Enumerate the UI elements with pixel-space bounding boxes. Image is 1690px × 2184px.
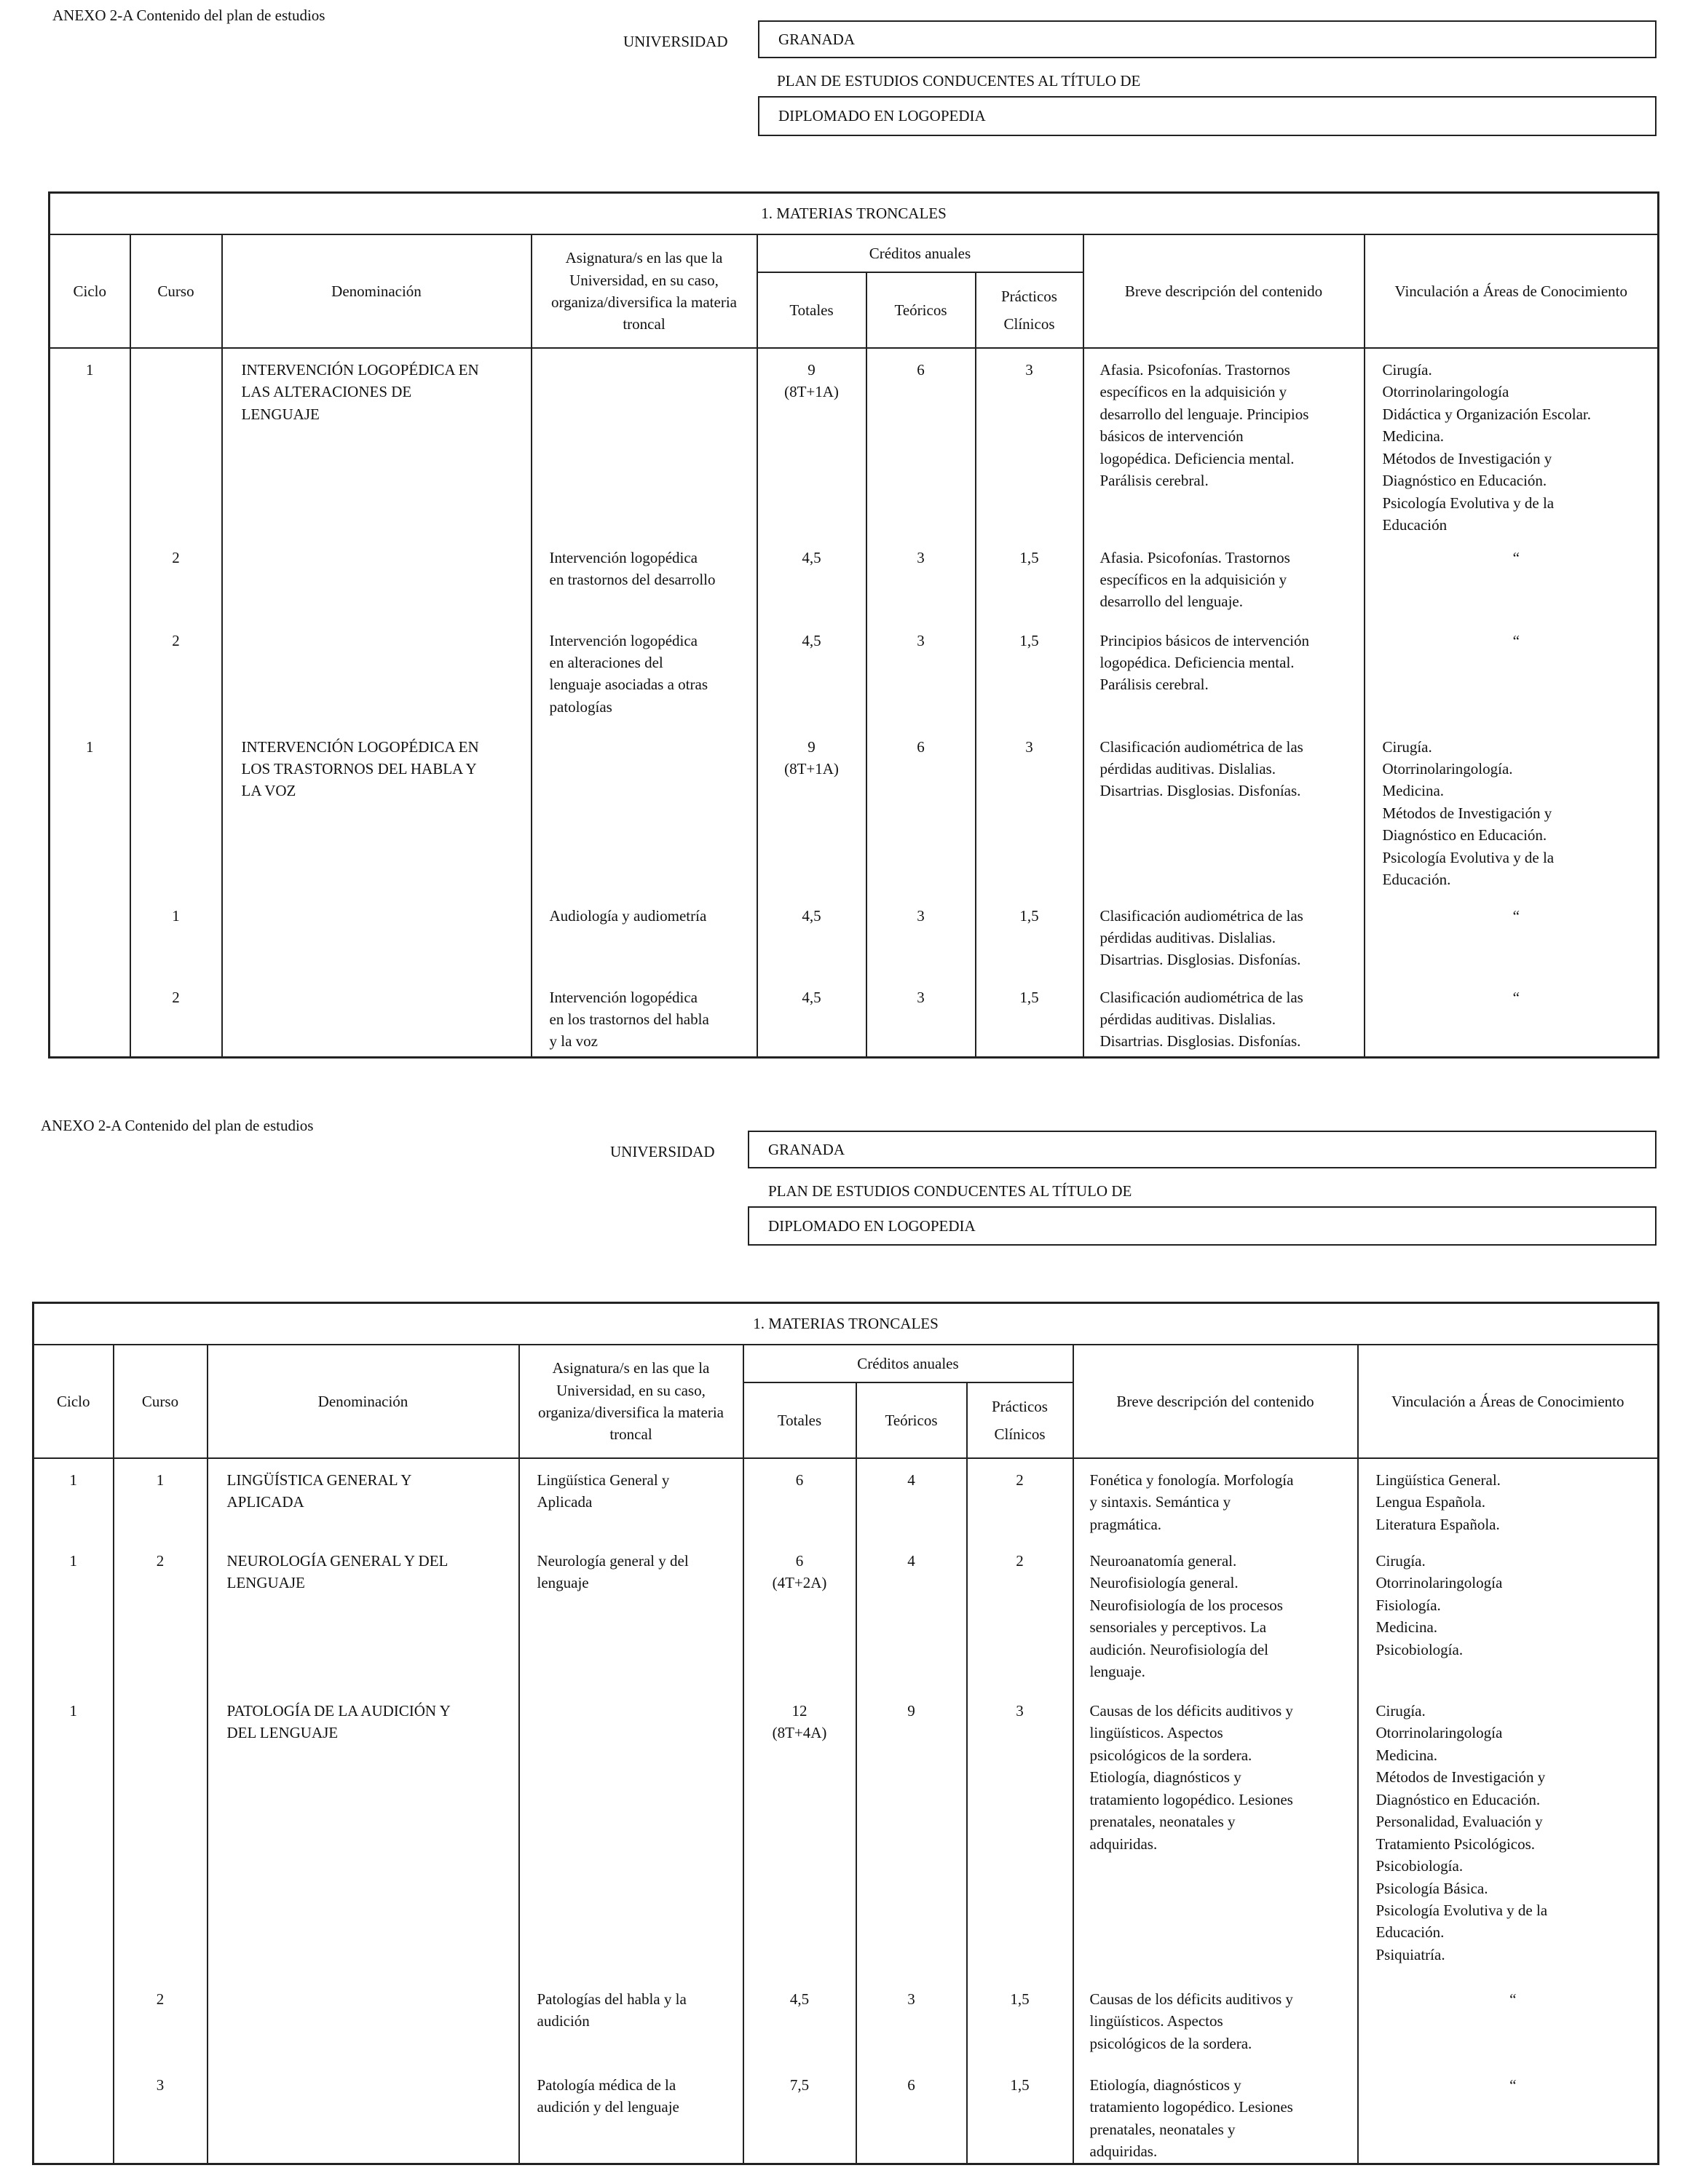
cell-denominacion bbox=[222, 726, 532, 895]
cell-descripcion-line: tratamiento logopédico. Lesiones bbox=[1089, 1790, 1293, 1808]
cell-vinculacion bbox=[1365, 976, 1659, 1058]
header-clinicos: Clínicos bbox=[967, 1420, 1073, 1458]
cell-descripcion-line: tratamiento logopédico. Lesiones bbox=[1089, 2098, 1293, 2116]
cell-totales bbox=[743, 1978, 856, 2064]
cell-asignatura bbox=[532, 895, 757, 976]
cell-totales-line: (8T+1A) bbox=[784, 383, 839, 401]
cell-denominacion-line: LOS TRASTORNOS DEL HABLA Y bbox=[241, 759, 477, 778]
cell-totales bbox=[743, 2064, 856, 2164]
cell-vinculacion-line: Educación. bbox=[1382, 871, 1451, 889]
cell-descripcion bbox=[1083, 537, 1365, 620]
cell-vinculacion-line: Literatura Española. bbox=[1375, 1515, 1500, 1533]
table-row bbox=[33, 1458, 1659, 1540]
cell-vinculacion-line: Psicobiología. bbox=[1375, 1640, 1464, 1658]
cell-denominacion bbox=[208, 1978, 519, 2064]
header-vinculacion: Vinculación a Áreas de Conocimiento bbox=[1365, 234, 1659, 348]
cell-vinculacion bbox=[1358, 1690, 1659, 1978]
cell-asignatura bbox=[532, 620, 757, 726]
cell-curso: 3 bbox=[114, 2064, 208, 2164]
cell-asignatura-line: Lingüística General y bbox=[537, 1471, 670, 1489]
cell-vinculacion-line: Lingüística General. bbox=[1375, 1471, 1501, 1489]
cell-totales bbox=[757, 976, 866, 1058]
cell-ciclo: 1 bbox=[33, 1540, 114, 1690]
cell-descripcion-line: básicos de intervención bbox=[1099, 427, 1244, 446]
cell-descripcion-line: psicológicos de la sordera. bbox=[1089, 1746, 1252, 1764]
cell-vinculacion-line: Métodos de Investigación y bbox=[1375, 1768, 1546, 1787]
cell-descripcion-line: audición. Neurofisiología del bbox=[1089, 1640, 1269, 1658]
cell-vinculacion-line: “ bbox=[1509, 2076, 1517, 2094]
cell-teoricos: 4 bbox=[856, 1540, 967, 1690]
table-row bbox=[50, 348, 1659, 537]
cell-vinculacion-line: Educación. bbox=[1375, 1923, 1445, 1942]
cell-denominacion-line: APLICADA bbox=[226, 1493, 304, 1511]
cell-teoricos: 9 bbox=[856, 1690, 967, 1978]
cell-asignatura-line: Intervención logopédica bbox=[549, 631, 698, 649]
cell-ciclo: 1 bbox=[33, 1458, 114, 1540]
table-row bbox=[33, 2064, 1659, 2164]
cell-vinculacion-line: “ bbox=[1512, 548, 1520, 566]
cell-descripcion-line: Disartrias. Disglosias. Disfonías. bbox=[1099, 782, 1301, 800]
table-row bbox=[50, 620, 1659, 726]
cell-descripcion-line: prenatales, neonatales y bbox=[1089, 2120, 1236, 2138]
header-denominacion: Denominación bbox=[222, 234, 532, 348]
table-row bbox=[50, 726, 1659, 895]
cell-descripcion-line: Clasificación audiométrica de las bbox=[1099, 737, 1303, 756]
cell-curso: 2 bbox=[114, 1540, 208, 1690]
cell-denominacion bbox=[222, 976, 532, 1058]
cell-descripcion-line: Etiología, diagnósticos y bbox=[1089, 1768, 1241, 1787]
table-body bbox=[33, 1458, 1659, 2164]
cell-ciclo bbox=[50, 895, 130, 976]
cell-asignatura bbox=[519, 1458, 743, 1540]
cell-practicos: 2 bbox=[967, 1540, 1073, 1690]
cell-practicos: 3 bbox=[976, 726, 1083, 895]
cell-descripcion bbox=[1073, 1978, 1358, 2064]
cell-vinculacion bbox=[1365, 537, 1659, 620]
cell-practicos: 3 bbox=[976, 348, 1083, 537]
cell-vinculacion bbox=[1365, 726, 1659, 895]
cell-descripcion-line: específicos en la adquisición y bbox=[1099, 570, 1287, 588]
cell-descripcion-line: pérdidas auditivas. Dislalias. bbox=[1099, 1010, 1276, 1028]
cell-asignatura-line: Aplicada bbox=[537, 1493, 593, 1511]
annex-heading: ANEXO 2-A Contenido del plan de estudios bbox=[52, 7, 325, 24]
cell-vinculacion-line: Personalidad, Evaluación y bbox=[1375, 1813, 1543, 1831]
cell-descripcion-line: sensoriales y perceptivos. La bbox=[1089, 1618, 1267, 1637]
cell-asignatura-line: Patología médica de la bbox=[537, 2076, 676, 2094]
cell-asignatura bbox=[519, 1690, 743, 1978]
cell-descripcion-line: pérdidas auditivas. Dislalias. bbox=[1099, 928, 1276, 946]
cell-vinculacion-line: Psicología Evolutiva y de la bbox=[1382, 848, 1555, 866]
cell-asignatura-line: Intervención logopédica bbox=[549, 988, 698, 1006]
cell-denominacion-line: INTERVENCIÓN LOGOPÉDICA EN bbox=[241, 737, 479, 756]
cell-descripcion bbox=[1083, 726, 1365, 895]
cell-asignatura-line: en los trastornos del habla bbox=[549, 1010, 709, 1028]
cell-asignatura bbox=[532, 976, 757, 1058]
cell-asignatura-line: audición bbox=[537, 2012, 590, 2030]
degree-name: DIPLOMADO EN LOGOPEDIA bbox=[768, 1216, 976, 1235]
cell-descripcion-line: Etiología, diagnósticos y bbox=[1089, 2076, 1241, 2094]
cell-vinculacion bbox=[1358, 2064, 1659, 2164]
cell-totales bbox=[743, 1540, 856, 1690]
cell-vinculacion-line: Métodos de Investigación y bbox=[1382, 449, 1552, 467]
cell-teoricos: 3 bbox=[856, 1978, 967, 2064]
cell-vinculacion-line: Otorrinolaringología. bbox=[1382, 759, 1513, 778]
cell-asignatura bbox=[519, 1978, 743, 2064]
table-row bbox=[33, 1690, 1659, 1978]
cell-curso bbox=[114, 1690, 208, 1978]
cell-totales-line: (8T+4A) bbox=[772, 1724, 827, 1742]
cell-denominacion bbox=[222, 348, 532, 537]
table-title: 1. MATERIAS TRONCALES bbox=[50, 193, 1659, 235]
cell-teoricos: 4 bbox=[856, 1458, 967, 1540]
cell-curso: 2 bbox=[130, 620, 222, 726]
university-name: GRANADA bbox=[768, 1140, 845, 1158]
cell-totales bbox=[743, 1690, 856, 1978]
cell-totales-line: 6 bbox=[795, 1552, 804, 1570]
table-row bbox=[50, 976, 1659, 1058]
materias-table-2 bbox=[32, 1302, 1659, 2165]
header-descripcion: Breve descripción del contenido bbox=[1083, 234, 1365, 348]
cell-vinculacion-line: Psiquiatría. bbox=[1375, 1945, 1445, 1963]
cell-vinculacion-line: Psicología Evolutiva y de la bbox=[1382, 494, 1555, 512]
cell-curso: 2 bbox=[130, 976, 222, 1058]
cell-practicos: 1,5 bbox=[976, 537, 1083, 620]
cell-asignatura-line: lenguaje bbox=[537, 1574, 589, 1592]
university-label: UNIVERSIDAD bbox=[623, 33, 728, 50]
header-totales: Totales bbox=[757, 272, 866, 348]
cell-practicos: 1,5 bbox=[967, 1978, 1073, 2064]
cell-denominacion-line: LA VOZ bbox=[241, 782, 296, 800]
cell-descripcion-line: Neuroanatomía general. bbox=[1089, 1552, 1237, 1570]
cell-vinculacion-line: Psicobiología. bbox=[1375, 1857, 1464, 1875]
cell-vinculacion-line: Cirugía. bbox=[1382, 737, 1432, 756]
cell-curso: 2 bbox=[114, 1978, 208, 2064]
cell-practicos: 1,5 bbox=[976, 976, 1083, 1058]
cell-ciclo: 1 bbox=[50, 348, 130, 537]
cell-teoricos: 3 bbox=[866, 976, 976, 1058]
cell-asignatura-line: Patologías del habla y la bbox=[537, 1990, 687, 2008]
cell-descripcion-line: prenatales, neonatales y bbox=[1089, 1813, 1236, 1831]
cell-denominacion-line: NEUROLOGÍA GENERAL Y DEL bbox=[226, 1552, 449, 1570]
header-clinicos: Clínicos bbox=[976, 310, 1083, 348]
cell-asignatura-line: lenguaje asociadas a otras bbox=[549, 676, 708, 694]
cell-descripcion bbox=[1073, 1690, 1358, 1978]
cell-teoricos: 3 bbox=[866, 537, 976, 620]
header-ciclo: Ciclo bbox=[33, 1345, 114, 1458]
cell-descripcion-line: Fonética y fonología. Morfología bbox=[1089, 1471, 1294, 1489]
cell-practicos: 2 bbox=[967, 1458, 1073, 1540]
cell-denominacion-line: DEL LENGUAJE bbox=[226, 1724, 339, 1742]
cell-descripcion-line: Clasificación audiométrica de las bbox=[1099, 906, 1303, 925]
cell-descripcion bbox=[1083, 976, 1365, 1058]
cell-descripcion-line: Parálisis cerebral. bbox=[1099, 472, 1209, 490]
cell-totales-line: 4,5 bbox=[802, 548, 821, 566]
cell-vinculacion-line: Otorrinolaringología bbox=[1375, 1574, 1503, 1592]
header-practicos: Prácticos bbox=[967, 1382, 1073, 1420]
cell-descripcion-line: Parálisis cerebral. bbox=[1099, 676, 1209, 694]
cell-descripcion bbox=[1073, 1458, 1358, 1540]
cell-totales-line: 4,5 bbox=[802, 631, 821, 649]
cell-totales bbox=[743, 1458, 856, 1540]
table-row bbox=[33, 1540, 1659, 1690]
header-ciclo: Ciclo bbox=[50, 234, 130, 348]
cell-denominacion bbox=[222, 620, 532, 726]
cell-ciclo bbox=[50, 976, 130, 1058]
cell-denominacion bbox=[208, 1690, 519, 1978]
cell-asignatura bbox=[519, 2064, 743, 2164]
cell-vinculacion-line: Diagnóstico en Educación. bbox=[1382, 826, 1547, 844]
cell-vinculacion-line: Diagnóstico en Educación. bbox=[1382, 472, 1547, 490]
cell-vinculacion-line: Cirugía. bbox=[1382, 361, 1432, 379]
cell-denominacion-line: LAS ALTERACIONES DE bbox=[241, 383, 412, 401]
cell-vinculacion bbox=[1365, 348, 1659, 537]
cell-descripcion bbox=[1083, 620, 1365, 726]
cell-vinculacion-line: “ bbox=[1512, 988, 1520, 1006]
cell-totales bbox=[757, 620, 866, 726]
cell-totales-line: 4,5 bbox=[802, 906, 821, 925]
degree-box bbox=[758, 96, 1657, 136]
cell-curso bbox=[130, 348, 222, 537]
cell-asignatura-line: en alteraciones del bbox=[549, 653, 663, 671]
table-body bbox=[50, 348, 1659, 1058]
cell-descripcion bbox=[1083, 895, 1365, 976]
cell-descripcion bbox=[1073, 2064, 1358, 2164]
cell-descripcion-line: logopédica. Deficiencia mental. bbox=[1099, 449, 1295, 467]
cell-vinculacion-line: Psicología Básica. bbox=[1375, 1879, 1488, 1897]
cell-descripcion-line: Causas de los déficits auditivos y bbox=[1089, 1990, 1293, 2008]
header-totales: Totales bbox=[743, 1382, 856, 1458]
cell-descripcion-line: Principios básicos de intervención bbox=[1099, 631, 1310, 649]
cell-vinculacion-line: Medicina. bbox=[1375, 1618, 1438, 1637]
cell-totales-line: 4,5 bbox=[802, 988, 821, 1006]
cell-denominacion-line: PATOLOGÍA DE LA AUDICIÓN Y bbox=[226, 1702, 451, 1720]
cell-totales bbox=[757, 726, 866, 895]
cell-descripcion-line: pérdidas auditivas. Dislalias. bbox=[1099, 759, 1276, 778]
cell-vinculacion-line: Otorrinolaringología bbox=[1375, 1724, 1503, 1742]
cell-teoricos: 6 bbox=[856, 2064, 967, 2164]
cell-vinculacion bbox=[1365, 620, 1659, 726]
cell-totales-line: 6 bbox=[795, 1471, 804, 1489]
cell-curso: 2 bbox=[130, 537, 222, 620]
cell-descripcion-line: Neurofisiología de los procesos bbox=[1089, 1596, 1283, 1614]
cell-vinculacion-line: Cirugía. bbox=[1375, 1552, 1426, 1570]
cell-descripcion-line: adquiridas. bbox=[1089, 1835, 1158, 1853]
header-descripcion: Breve descripción del contenido bbox=[1073, 1345, 1358, 1458]
cell-vinculacion-line: Medicina. bbox=[1382, 782, 1445, 800]
cell-descripcion-line: psicológicos de la sordera. bbox=[1089, 2034, 1252, 2052]
university-name: GRANADA bbox=[778, 30, 855, 48]
cell-totales-line: 12 bbox=[791, 1702, 808, 1720]
table-title: 1. MATERIAS TRONCALES bbox=[33, 1303, 1659, 1345]
cell-denominacion-line: LENGUAJE bbox=[241, 405, 320, 423]
cell-asignatura-line: Audiología y audiometría bbox=[549, 906, 707, 925]
cell-descripcion-line: pragmática. bbox=[1089, 1515, 1162, 1533]
cell-totales bbox=[757, 895, 866, 976]
cell-practicos: 1,5 bbox=[976, 895, 1083, 976]
cell-descripcion-line: Causas de los déficits auditivos y bbox=[1089, 1702, 1293, 1720]
degree-box bbox=[748, 1206, 1657, 1246]
cell-practicos: 1,5 bbox=[967, 2064, 1073, 2164]
cell-totales bbox=[757, 348, 866, 537]
header-curso: Curso bbox=[114, 1345, 208, 1458]
cell-vinculacion-line: “ bbox=[1512, 631, 1520, 649]
header-teoricos: Teóricos bbox=[866, 272, 976, 348]
materias-table-1 bbox=[48, 191, 1659, 1059]
cell-vinculacion-line: Diagnóstico en Educación. bbox=[1375, 1790, 1541, 1808]
cell-descripcion-line: lingüísticos. Aspectos bbox=[1089, 2012, 1223, 2030]
cell-vinculacion bbox=[1358, 1978, 1659, 2064]
cell-denominacion bbox=[208, 1540, 519, 1690]
cell-denominacion-line: INTERVENCIÓN LOGOPÉDICA EN bbox=[241, 361, 479, 379]
cell-teoricos: 6 bbox=[866, 726, 976, 895]
cell-vinculacion-line: Didáctica y Organización Escolar. bbox=[1382, 405, 1591, 423]
cell-ciclo bbox=[33, 2064, 114, 2164]
cell-descripcion-line: Neurofisiología general. bbox=[1089, 1574, 1239, 1592]
header-curso: Curso bbox=[130, 234, 222, 348]
header-vinculacion: Vinculación a Áreas de Conocimiento bbox=[1358, 1345, 1659, 1458]
header-creditos: Créditos anuales bbox=[757, 234, 1083, 272]
cell-asignatura bbox=[532, 348, 757, 537]
cell-descripcion-line: logopédica. Deficiencia mental. bbox=[1099, 653, 1295, 671]
cell-denominacion-line: LENGUAJE bbox=[226, 1574, 305, 1592]
cell-asignatura-line: patologías bbox=[549, 697, 612, 716]
cell-asignatura-line: en trastornos del desarrollo bbox=[549, 570, 716, 588]
university-label: UNIVERSIDAD bbox=[610, 1143, 715, 1160]
plan-label: PLAN DE ESTUDIOS CONDUCENTES AL TÍTULO DE bbox=[768, 1182, 1132, 1200]
cell-ciclo: 1 bbox=[50, 726, 130, 895]
university-box bbox=[748, 1131, 1657, 1168]
cell-vinculacion bbox=[1365, 895, 1659, 976]
cell-totales bbox=[757, 537, 866, 620]
degree-name: DIPLOMADO EN LOGOPEDIA bbox=[778, 107, 986, 125]
cell-descripcion-line: desarrollo del lenguaje. bbox=[1099, 593, 1244, 611]
cell-descripcion-line: Disartrias. Disglosias. Disfonías. bbox=[1099, 951, 1301, 969]
cell-asignatura-line: Intervención logopédica bbox=[549, 548, 698, 566]
cell-vinculacion-line: Lengua Española. bbox=[1375, 1493, 1485, 1511]
cell-vinculacion bbox=[1358, 1458, 1659, 1540]
cell-descripcion-line: Clasificación audiométrica de las bbox=[1099, 988, 1303, 1006]
cell-totales-line: 7,5 bbox=[789, 2076, 810, 2094]
cell-teoricos: 6 bbox=[866, 348, 976, 537]
cell-denominacion bbox=[222, 895, 532, 976]
cell-descripcion bbox=[1083, 348, 1365, 537]
cell-vinculacion-line: Tratamiento Psicológicos. bbox=[1375, 1835, 1536, 1853]
cell-practicos: 3 bbox=[967, 1690, 1073, 1978]
cell-curso bbox=[130, 726, 222, 895]
table-row bbox=[50, 537, 1659, 620]
cell-vinculacion-line: Métodos de Investigación y bbox=[1382, 804, 1552, 822]
cell-descripcion-line: adquiridas. bbox=[1089, 2143, 1158, 2161]
cell-denominacion-line: LINGÜÍSTICA GENERAL Y bbox=[226, 1471, 412, 1489]
cell-descripcion-line: desarrollo del lenguaje. Principios bbox=[1099, 405, 1309, 423]
cell-curso: 1 bbox=[130, 895, 222, 976]
cell-asignatura bbox=[519, 1540, 743, 1690]
cell-asignatura-line: y la voz bbox=[549, 1032, 598, 1051]
cell-denominacion bbox=[208, 1458, 519, 1540]
cell-vinculacion-line: “ bbox=[1509, 1990, 1517, 2008]
cell-practicos: 1,5 bbox=[976, 620, 1083, 726]
cell-descripcion-line: lingüísticos. Aspectos bbox=[1089, 1724, 1223, 1742]
cell-descripcion-line: lenguaje. bbox=[1089, 1663, 1145, 1681]
cell-vinculacion-line: Medicina. bbox=[1382, 427, 1445, 446]
header-practicos: Prácticos bbox=[976, 272, 1083, 310]
header-asignatura: Asignatura/s en las que la Universidad, en su caso, organiza/diversifica la materia troncal bbox=[519, 1345, 743, 1458]
cell-totales-line: (8T+1A) bbox=[784, 759, 839, 778]
annex-heading: ANEXO 2-A Contenido del plan de estudios bbox=[41, 1117, 314, 1134]
university-box bbox=[758, 20, 1657, 58]
cell-vinculacion-line: Otorrinolaringología bbox=[1382, 383, 1509, 401]
cell-asignatura-line: Neurología general y del bbox=[537, 1552, 689, 1570]
header-teoricos: Teóricos bbox=[856, 1382, 967, 1458]
cell-descripcion-line: Afasia. Psicofonías. Trastornos bbox=[1099, 548, 1290, 566]
cell-curso: 1 bbox=[114, 1458, 208, 1540]
cell-teoricos: 3 bbox=[866, 620, 976, 726]
table-row bbox=[50, 895, 1659, 976]
header-denominacion: Denominación bbox=[208, 1345, 519, 1458]
cell-ciclo: 1 bbox=[33, 1690, 114, 1978]
cell-totales-line: 4,5 bbox=[789, 1990, 810, 2008]
cell-descripcion bbox=[1073, 1540, 1358, 1690]
plan-label: PLAN DE ESTUDIOS CONDUCENTES AL TÍTULO DE bbox=[777, 72, 1141, 90]
cell-totales-line: 9 bbox=[808, 737, 816, 756]
cell-ciclo bbox=[33, 1978, 114, 2064]
cell-asignatura-line: audición y del lenguaje bbox=[537, 2098, 679, 2116]
header-creditos: Créditos anuales bbox=[743, 1345, 1073, 1382]
cell-vinculacion-line: Fisiología. bbox=[1375, 1596, 1441, 1614]
cell-asignatura bbox=[532, 726, 757, 895]
cell-ciclo bbox=[50, 537, 130, 620]
cell-vinculacion-line: Psicología Evolutiva y de la bbox=[1375, 1901, 1548, 1919]
cell-teoricos: 3 bbox=[866, 895, 976, 976]
cell-totales-line: 9 bbox=[808, 361, 816, 379]
header-asignatura: Asignatura/s en las que la Universidad, en su caso, organiza/diversifica la materia troncal bbox=[532, 234, 757, 348]
cell-denominacion bbox=[208, 2064, 519, 2164]
cell-vinculacion-line: Medicina. bbox=[1375, 1746, 1438, 1764]
cell-totales-line: (4T+2A) bbox=[772, 1574, 827, 1592]
cell-vinculacion-line: Cirugía. bbox=[1375, 1702, 1426, 1720]
cell-denominacion bbox=[222, 537, 532, 620]
cell-asignatura bbox=[532, 537, 757, 620]
cell-descripcion-line: Afasia. Psicofonías. Trastornos bbox=[1099, 361, 1290, 379]
cell-descripcion-line: Disartrias. Disglosias. Disfonías. bbox=[1099, 1032, 1301, 1051]
cell-ciclo bbox=[50, 620, 130, 726]
cell-descripcion-line: específicos en la adquisición y bbox=[1099, 383, 1287, 401]
cell-vinculacion bbox=[1358, 1540, 1659, 1690]
table-row bbox=[33, 1978, 1659, 2064]
cell-vinculacion-line: “ bbox=[1512, 906, 1520, 925]
cell-descripcion-line: y sintaxis. Semántica y bbox=[1089, 1493, 1231, 1511]
cell-vinculacion-line: Educación bbox=[1382, 516, 1448, 534]
